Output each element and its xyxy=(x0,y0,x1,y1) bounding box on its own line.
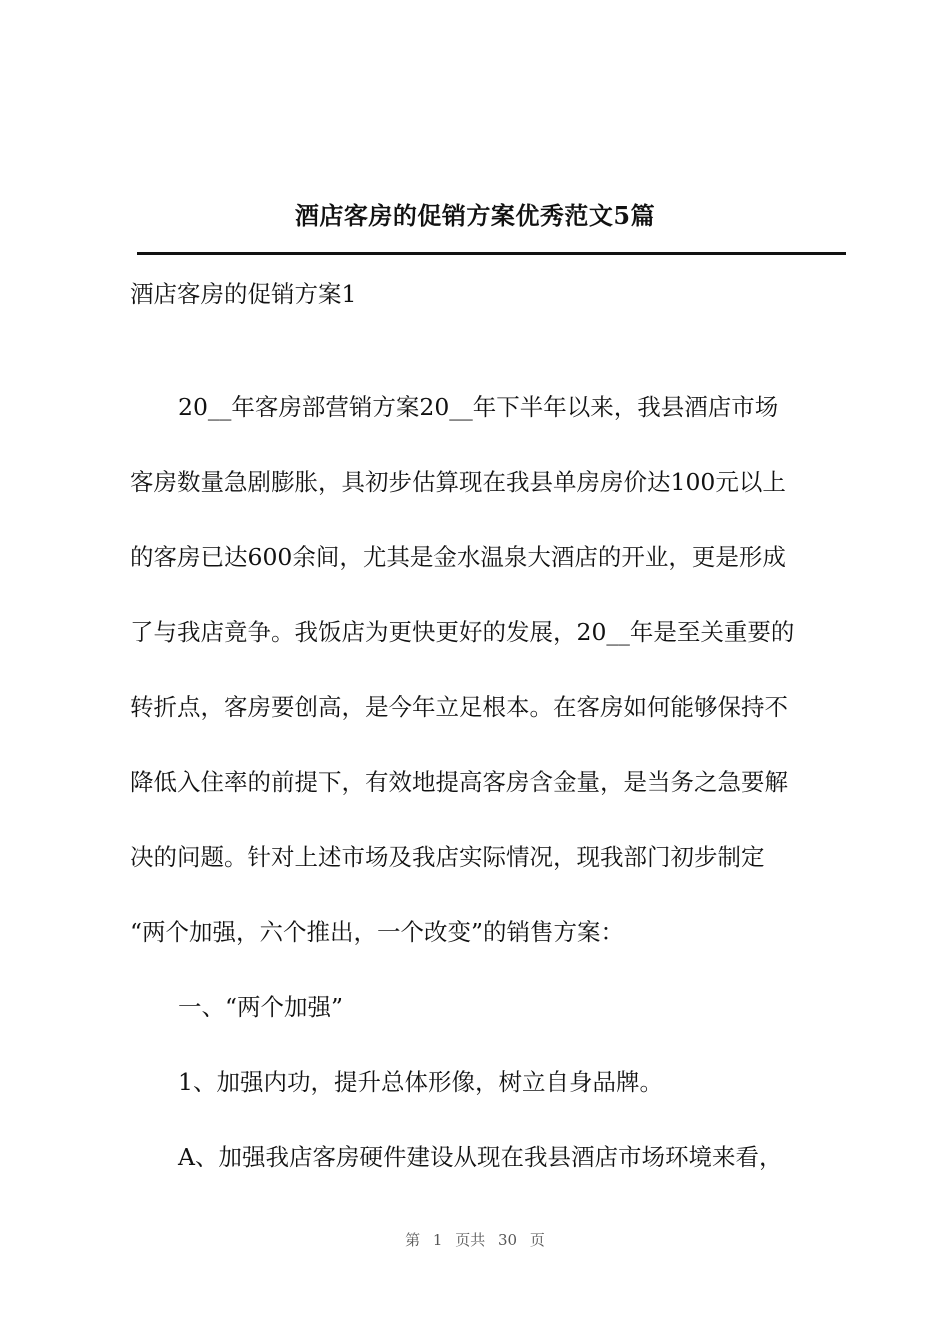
paragraph-line: 转折点，客房要创高，是今年立足根本。在客房如何能够保持不 xyxy=(130,693,788,721)
paragraph-line: 20__年客房部营销方案20__年下半年以来，我县酒店市场 xyxy=(178,393,779,421)
paragraph-line: “两个加强，六个推出，一个改变”的销售方案： xyxy=(130,918,625,946)
list-item: 1、加强内功，提升总体形像，树立自身品牌。 xyxy=(178,1068,663,1096)
list-item: 一、“两个加强” xyxy=(178,993,344,1021)
section-heading: 酒店客房的促销方案1 xyxy=(130,280,357,308)
paragraph-line: 了与我店竟争。我饭店为更快更好的发展，20__年是至关重要的 xyxy=(130,618,795,646)
paragraph-line: 降低入住率的前提下，有效地提高客房含金量，是当务之急要解 xyxy=(130,768,788,796)
document-title: 酒店客房的促销方案优秀范文5篇 xyxy=(294,201,656,230)
paragraph-line: 客房数量急剧膨胀，具初步估算现在我县单房房价达100元以上 xyxy=(130,468,786,496)
title-divider xyxy=(137,252,846,255)
paragraph-line: 的客房已达600余间，尤其是金水温泉大酒店的开业，更是形成 xyxy=(130,543,786,571)
page-footer: 第 1 页共 30 页 xyxy=(405,1231,545,1249)
list-item: A、加强我店客房硬件建设从现在我县酒店市场环境来看， xyxy=(178,1143,783,1171)
paragraph-line: 决的问题。针对上述市场及我店实际情况，现我部门初步制定 xyxy=(130,843,765,871)
document-body xyxy=(130,276,842,1214)
